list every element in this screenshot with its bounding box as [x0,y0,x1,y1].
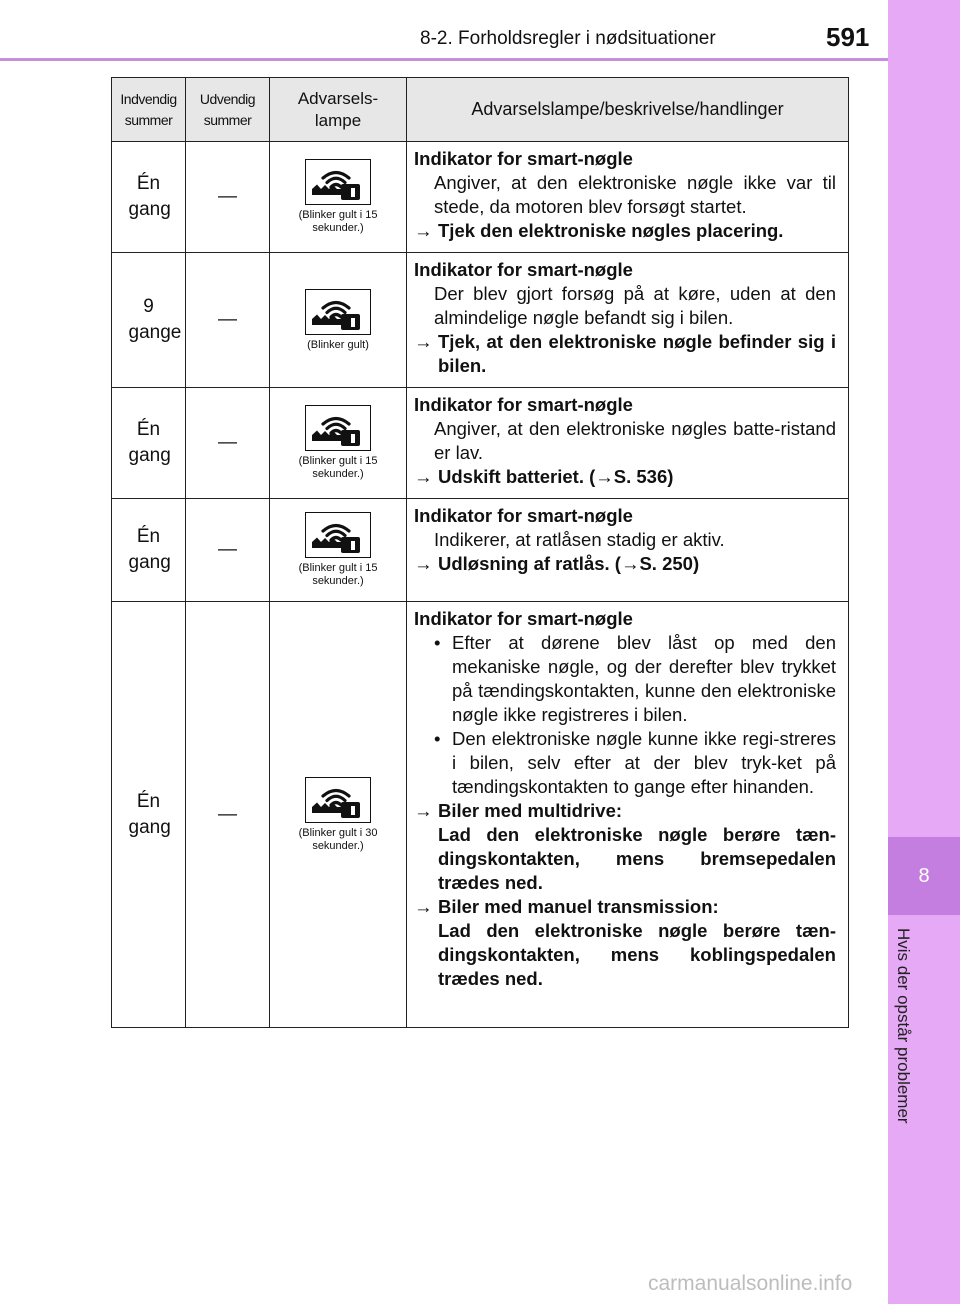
lamp-cell [270,253,407,388]
indicator-title: Indikator for smart-nøgle [414,259,633,280]
lamp-cell [270,499,407,602]
lamp-caption: (Blinker gult i 15 sekunder.) [298,562,378,587]
page-reference-link[interactable]: Udløsning af ratlås. (→S. 250) [438,553,700,574]
bullet-icon: • [434,632,441,653]
smart-key-indicator-icon [305,289,371,335]
outer-count: — [186,499,270,602]
col-outer-buzzer: Udvendig summer [186,78,270,142]
outer-count: — [186,602,270,1028]
table-row [112,602,849,1028]
table-row [112,388,849,499]
section-title: 8-2. Forholdsregler i nødsituationer [420,28,716,49]
watermark: carmanualsonline.info [648,1272,853,1295]
inner-count: Én gang [112,602,186,1028]
arrow-icon: → [414,800,433,821]
lamp-caption: (Blinker gult i 15 sekunder.) [298,455,378,480]
col-description: Advarselslampe/beskrivelse/handlinger [407,78,849,142]
col-inner-buzzer: Indvendig summer [112,78,186,142]
arrow-icon: → [414,220,433,241]
page-reference-link[interactable]: Udskift batteriet. (→S. 536) [438,466,674,487]
description-text: Indikerer, at ratlåsen stadig er aktiv. [434,529,725,550]
arrow-icon: → [414,553,433,574]
smart-key-indicator-icon [305,405,371,451]
warning-table [111,77,849,1028]
page-number: 591 [826,22,870,52]
table-row [112,499,849,602]
header-rule [0,58,888,61]
lamp-cell [270,142,407,253]
action-text: Lad den elektroniske nøgle berøre tæn-dingskontakten, mens bremsepedalen trædes ned. [438,824,836,893]
action-line: → Tjek den elektroniske nøgles placering. [414,220,784,241]
arrow-icon: → [414,896,433,917]
condition-list [414,631,836,799]
inner-count: Én gang [112,499,186,602]
bullet-icon: • [434,728,441,749]
lamp-caption: (Blinker gult i 30 sekunder.) [298,826,378,852]
lamp-cell [270,602,407,1028]
action-line [414,552,836,576]
smart-key-indicator-icon [305,777,371,823]
chapter-tab[interactable]: 8 [888,837,960,915]
description-text: Der blev gjort forsøg på at køre, uden at den almindelige nøgle befandt sig i bilen. [434,283,836,328]
table-row [112,253,849,388]
description-cell [407,499,849,602]
action-text: Lad den elektroniske nøgle berøre tæn-dingskontakten, mens koblingspedalen trædes ned. [438,920,836,989]
smart-key-indicator-icon [305,159,371,205]
list-item: • Efter at dørene blev låst op med den mekaniske nøgle, og der derefter blev trykket på tændingskontakten, kunne den elektroniske nøgle ikke registreres i bilen. [434,632,836,725]
description-cell [407,388,849,499]
description-text: Angiver, at den elektroniske nøgles batte-ristand er lav. [434,418,836,463]
inner-count: 9 gange [112,253,186,388]
indicator-title: Indikator for smart-nøgle [414,608,633,629]
arrow-icon: → [414,466,433,487]
table-header-row [112,78,849,142]
lamp-caption: (Blinker gult i 15 sekunder.) [298,209,378,234]
lamp-caption: (Blinker gult) [307,338,369,351]
chapter-label: Hvis der opstår problemer [894,928,913,1124]
action-line: → Biler med multidrive: [414,800,623,821]
action-line [414,465,836,489]
inner-count: Én gang [112,142,186,253]
arrow-icon: → [414,331,433,352]
outer-count: — [186,253,270,388]
inner-count: Én gang [112,388,186,499]
description-cell [407,253,849,388]
description-text: Angiver, at den elektroniske nøgle ikke var til stede, da motoren blev forsøgt startet. [434,172,836,217]
list-item: • Den elektroniske nøgle kunne ikke regi-streres i bilen, selv efter at der blev tryk-ket på tændingskontakten to gange efter hinanden. [434,728,836,797]
table-row [112,142,849,253]
indicator-title: Indikator for smart-nøgle [414,505,633,526]
outer-count: — [186,142,270,253]
indicator-title: Indikator for smart-nøgle [414,148,633,169]
smart-key-indicator-icon [305,512,371,558]
col-warning-lamp: Advarsels-lampe [270,78,407,142]
lamp-cell [270,388,407,499]
indicator-title: Indikator for smart-nøgle [414,394,633,415]
action-line: → Biler med manuel transmission: [414,896,719,917]
description-cell [407,142,849,253]
outer-count: — [186,388,270,499]
description-cell [407,602,849,1028]
action-line: → Tjek, at den elektroniske nøgle befinder sig i bilen. [414,331,836,376]
